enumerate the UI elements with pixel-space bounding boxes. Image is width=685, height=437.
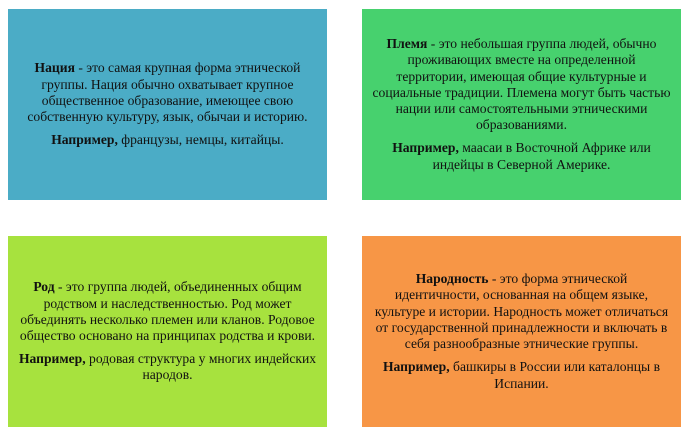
card-term: Нация [34,60,75,76]
card-definition [372,36,671,133]
example-label: Например, [51,132,118,148]
definition-text: - это группа людей, объединенных общим родством и наследственностью. Род может объединять несколько племен или кланов. Родовое общество основано на принципах родства и крови. [19,279,316,343]
card-example [18,351,317,383]
card-nationality [362,236,681,427]
card-example [51,132,284,148]
card-term: Племя [386,36,428,52]
card-tribe [362,9,681,200]
card-definition [18,60,317,125]
card-definition [372,271,671,352]
example-text: французы, немцы, китайцы. [117,132,284,148]
card-definition [18,279,317,344]
card-term: Род [33,279,55,295]
example-text: маасаи в Восточной Африке или индейцы в Северной Америке. [432,140,651,172]
example-label: Например, [392,140,459,156]
example-label: Например, [18,351,86,367]
card-term: Народность [415,271,489,287]
example-text: башкиры в России или каталонцы в Испании. [449,359,661,391]
card-nation [8,9,327,200]
definition-text: - это самая крупная форма этнической группы. Нация обычно охватывает крупное общественное образование, имеющее свою собственную культуру, язык, обычаи и историю. [27,60,308,125]
definition-text: - это форма этнической идентичности, основанная на общем языке, культуре и истории. Народность может отличаться от государственной принадлежности и включать в себя разнообразные этнические группы. [374,271,669,352]
example-text: родовая структура у многих индейских народов. [85,351,317,383]
card-example [372,140,671,172]
definition-text: - это небольшая группа людей, обычно проживающих вместе на определенной территории, имеющая общие культурные и социальные традиции. Племена могут быть частью нации или самостоятельными этническими образованиями. [372,36,671,133]
example-label: Например, [382,359,450,375]
card-clan [8,236,327,427]
card-example [372,359,671,391]
